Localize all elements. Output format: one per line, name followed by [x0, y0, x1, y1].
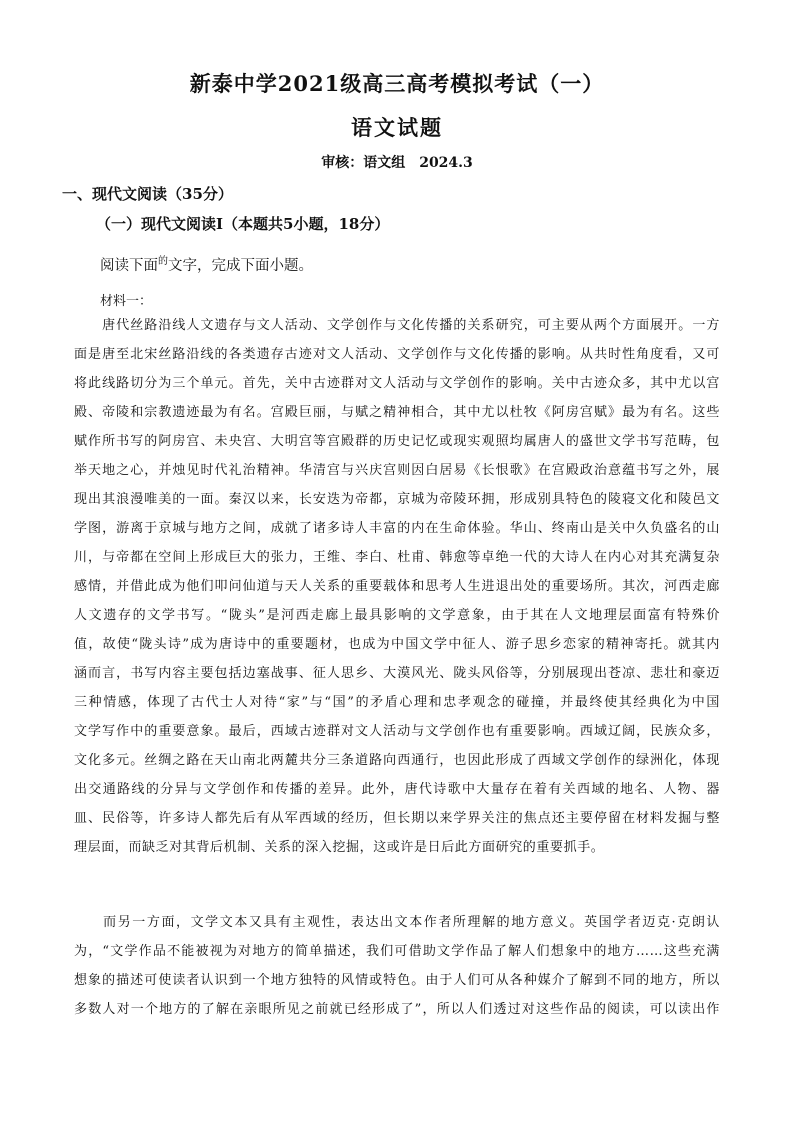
text-line: 学图，游离于京城与地方之间，成就了诸多诗人丰富的内在生命体验。华山、终南山是关中久负盛名的山: [74, 521, 720, 536]
text-line: 将此线路切分为三个单元。首先，关中古迹群对文人活动与文学创作的影响。关中古迹众多，其中尤以宫: [74, 376, 720, 391]
instruction-post: 文字，完成下面小题。: [168, 257, 313, 274]
text-line: 皿、民俗等，许多诗人都先后有从军西域的经历，但长期以来学界关注的焦点还主要停留在材料发掘与整: [74, 811, 720, 826]
instruction-pre: 阅读下面: [100, 257, 158, 274]
text-line: 多数人对一个地方的了解在亲眼所见之前就已经形成了”，所以人们透过对这些作品的阅读，可以读出作: [74, 1002, 720, 1017]
text-line: 唐代丝路沿线人文遗存与文人活动、文学创作与文化传播的关系研究，可主要从两个方面展开。一方: [74, 318, 720, 333]
text-line: 想象的描述可使读者认识到一个地方独特的风情或特色。由于人们可从各种媒介了解到不同的地方，所以: [74, 973, 720, 988]
paragraph-2: [74, 908, 720, 1024]
exam-title: 新泰中学2021级高三高考模拟考试（一）: [189, 71, 605, 96]
text-line: 举天地之心，并烛见时代礼治精神。华清宫与兴庆宫则因白居易《长恨歌》在宫殿政治意蕴书写之外，展: [74, 463, 720, 478]
text-line: 理层面，而缺乏对其背后机制、关系的深入挖掘，这或许是日后此方面研究的重要抓手。: [74, 840, 605, 855]
text-line: 为，“文学作品不能被视为对地方的简单描述，我们可借助文学作品了解人们想象中的地方……这些充满: [74, 944, 720, 959]
text-line: 文化多元。丝绸之路在天山南北两麓共分三条道路向西通行，也因此形成了西域文学创作的绿洲化，体现: [74, 753, 720, 768]
review-line: 审核：语文组 2024.3: [321, 155, 473, 171]
text-line: 人文遗存的文学书写。“陇头”是河西走廊上最具影响的文学意象，由于其在人文地理层面富有特殊价: [74, 608, 720, 623]
text-line: 面是唐至北宋丝路沿线的各类遗存古迹对文人活动、文学创作与文化传播的影响。从共时性角度看，又可: [74, 347, 720, 362]
text-line: 涵而言，书写内容主要包括边塞战事、征人思乡、大漠风光、陇头风俗等，分别展现出苍凉、悲壮和豪迈: [74, 666, 720, 681]
paragraph-1: [74, 311, 720, 862]
text-line: 值，故使“陇头诗”成为唐诗中的重要题材，也成为中国文学中征人、游子思乡恋家的精神寄托。就其内: [74, 637, 720, 652]
subsection-heading: （一）现代文阅读Ⅰ（本题共5小题，18分）: [96, 215, 390, 233]
text-line: 感情，并借此成为他们叩问仙道与天人关系的重要载体和思考人生进退出处的重要场所。其次，河西走廊: [74, 579, 720, 594]
text-line: 殿、帝陵和宗教遗迹最为有名。宫殿巨丽，与赋之精神相合，其中尤以杜牧《阿房宫赋》最为有名。这些: [74, 405, 720, 420]
text-line: 川，与帝都在空间上形成巨大的张力，王维、李白、杜甫、韩愈等卓绝一代的大诗人在内心对其充满复杂: [74, 550, 720, 565]
material-label: 材料一：: [100, 294, 153, 309]
text-line: 文学写作中的重要意象。最后，西域古迹群对文人活动与文学创作也有重要影响。西域辽阔，民族众多，: [74, 724, 720, 739]
text-line: 出交通路线的分异与文学创作和传播的差异。此外，唐代诗歌中大量存在着有关西域的地名、人物、器: [74, 782, 720, 797]
text-line: 而另一方面，文学文本又具有主观性，表达出文本作者所理解的地方意义。英国学者迈克·克朗认: [74, 915, 720, 930]
section-heading: 一、现代文阅读（35分）: [62, 185, 233, 203]
text-line: 现出其浪漫唯美的一面。秦汉以来，长安迭为帝都，京城为帝陵环拥，形成别具特色的陵寝文化和陵邑文: [74, 492, 720, 507]
text-line: 三种情感，体现了古代士人对待“家”与“国”的矛盾心理和忠孝观念的碰撞，并最终使其经典化为中国: [74, 695, 720, 710]
exam-subtitle: 语文试题: [351, 115, 443, 140]
reading-instruction: [100, 252, 313, 275]
text-line: 赋作所书写的阿房宫、未央宫、大明宫等宫殿群的历史记忆或现实观照均属唐人的盛世文学书写范畴，包: [74, 434, 720, 449]
instruction-sup: 的: [158, 256, 168, 267]
